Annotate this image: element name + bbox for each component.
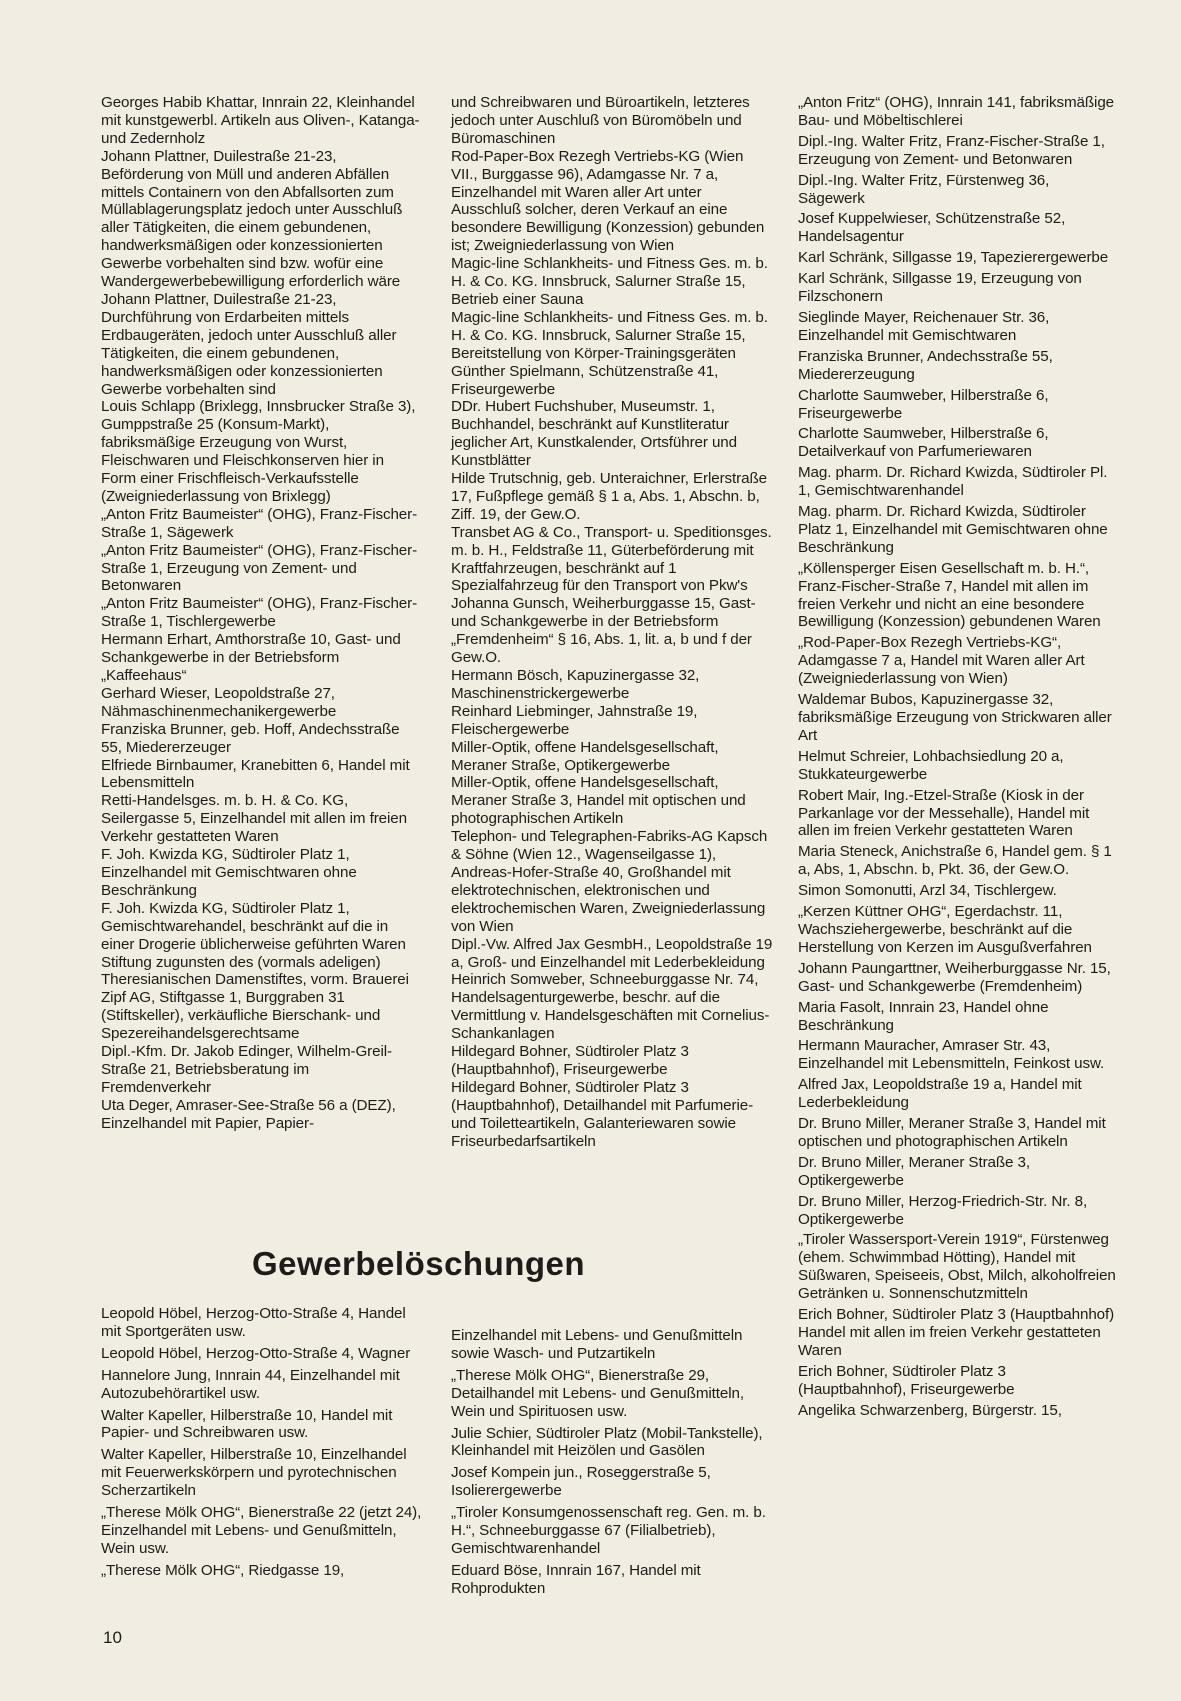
register-entry: F. Joh. Kwizda KG, Südtiroler Platz 1, Einzelhandel mit Gemischtwaren ohne Beschränkung (101, 846, 357, 899)
register-entry: „Rod-Paper-Box Rezegh Vertriebs-KG“, Adamgasse 7 a, Handel mit Waren aller Art (Zweigniederlassung von Wien) (798, 634, 1085, 688)
register-entry: Alfred Jax, Leopoldstraße 19 a, Handel mit Lederbekleidung (798, 1076, 1082, 1112)
register-entry: Helmut Schreier, Lohbachsiedlung 20 a, Stukkateurgewerbe (798, 747, 1064, 783)
register-entry: Simon Somonutti, Arzl 34, Tischlergew. (798, 882, 1057, 900)
register-entry: „Anton Fritz Baumeister“ (OHG), Franz-Fischer-Straße 1, Erzeugung von Zement- und Betonwaren (101, 541, 418, 595)
register-entry: Magic-line Schlankheits- und Fitness Ges. m. b. H. & Co. KG. Innsbruck, Salurner Straße 15, Bereitstellung von Körper-Trainingsgeräten (451, 308, 768, 362)
column-3-entries (798, 94, 1118, 1420)
register-entry: Maria Steneck, Anichstraße 6, Handel gem. § 1 a, Abs, 1, Abschn. b, Pkt. 36, der Gew.O. (798, 843, 1112, 879)
register-entry: Charlotte Saumweber, Hilberstraße 6, Detailverkauf von Parfumeriewaren (798, 425, 1049, 461)
page-number: 10 (103, 1628, 122, 1647)
register-entry: Rod-Paper-Box Rezegh Vertriebs-KG (Wien VII., Burggasse 96), Adamgasse Nr. 7 a, Einzelhandel mit Waren aller Art unter Ausschluß solcher, deren Verkauf an eine besondere Bewilligung (Konzession) gebunden ist; Zweigniederlassung von Wien (451, 147, 765, 255)
register-entry: Walter Kapeller, Hilberstraße 10, Handel mit Papier- und Schreibwaren usw. (101, 1406, 393, 1442)
register-entry: Dipl.-Vw. Alfred Jax GesmbH., Leopoldstraße 19 a, Groß- und Einzelhandel mit Lederbekleidung (451, 935, 773, 971)
register-entry: Günther Spielmann, Schützenstraße 41, Friseurgewerbe (451, 362, 719, 398)
register-entry: Angelika Schwarzenberg, Bürgerstr. 15, (798, 1401, 1062, 1419)
register-entry: Louis Schlapp (Brixlegg, Innsbrucker Straße 3), Gumppstraße 25 (Konsum-Markt), fabriksmäßige Erzeugung von Wurst, Fleischwaren und Fleischkonserven hier in Form einer Frischfleisch-Verkaufsstelle (Zweigniederlassung von Brixlegg) (101, 398, 416, 505)
register-entry: Eduard Böse, Innrain 167, Handel mit Rohprodukten (451, 1561, 701, 1597)
register-entry: „Tiroler Wassersport-Verein 1919“, Fürstenweg (ehem. Schwimmbad Hötting), Handel mit Süßwaren, Speiseeis, Obst, Milch, alkoholfreien Getränken u. Sonnenschutzmitteln (798, 1231, 1116, 1303)
register-entry: Erich Bohner, Südtiroler Platz 3 (Hauptbahnhof), Friseurgewerbe (798, 1362, 1015, 1398)
register-entry: Walter Kapeller, Hilberstraße 10, Einzelhandel mit Feuerwerkskörpern und pyrotechnischen Scherzartikeln (101, 1446, 407, 1500)
register-entry: Johann Plattner, Duilestraße 21-23, Durchführung von Erdarbeiten mittels Erdbaugeräten, jedoch unter Ausschluß aller Tätigkeiten, die einem gebundenen, handwerksmäßigen oder konzessionierten Gewerbe vorbehalten sind (101, 290, 397, 398)
register-entry: „Therese Mölk OHG“, Bienerstraße 22 (jetzt 24), Einzelhandel mit Lebens- und Genußmitteln, Wein usw. (101, 1504, 422, 1557)
register-entry: Miller-Optik, offene Handelsgesellschaft, Meraner Straße 3, Handel mit optischen und photographischen Artikeln (451, 774, 746, 828)
register-entry: Maria Fasolt, Innrain 23, Handel ohne Beschränkung (798, 998, 1049, 1034)
register-entry: F. Joh. Kwizda KG, Südtiroler Platz 1, Gemischtwarehandel, beschränkt auf die in einer Drogerie üblicherweise geführten Waren (101, 899, 406, 953)
register-entry: „Tiroler Konsumgenossenschaft reg. Gen. m. b. H.“, Schneeburggasse 67 (Filialbetrieb), Gemischtwarenhandel (451, 1504, 766, 1557)
register-entry: Leopold Höbel, Herzog-Otto-Straße 4, Wagner (101, 1344, 411, 1362)
register-entry: Johann Paungarttner, Weiherburggasse Nr. 15, Gast- und Schankgewerbe (Fremdenheim) (798, 959, 1111, 995)
register-entry: Dr. Bruno Miller, Meraner Straße 3, Handel mit optischen und photographischen Artikeln (798, 1115, 1106, 1150)
register-entry: Miller-Optik, offene Handelsgesellschaft, Meraner Straße, Optikergewerbe (451, 738, 719, 774)
register-entry: Hermann Mauracher, Amraser Str. 43, Einzelhandel mit Lebensmitteln, Feinkost usw. (798, 1037, 1105, 1073)
section-heading: Gewerbelöschungen (252, 1245, 586, 1282)
register-entry: Julie Schier, Südtiroler Platz (Mobil-Tankstelle), Kleinhandel mit Heizölen und Gasölen (451, 1424, 763, 1460)
register-entry: Johanna Gunsch, Weiherburggasse 15, Gast- und Schankgewerbe in der Betriebsform „Fremdenheim“ § 16, Abs. 1, lit. a, b und f der Gew.O. (451, 595, 756, 667)
register-entry: „Anton Fritz Baumeister“ (OHG), Franz-Fischer-Straße 1, Sägewerk (101, 505, 418, 541)
register-entry: Hildegard Bohner, Südtiroler Platz 3 (Hauptbahnhof), Friseurgewerbe (451, 1043, 689, 1078)
register-entry: Transbet AG & Co., Transport- u. Speditionsges. m. b. H., Feldstraße 11, Güterbeförderung mit Kraftfahrzeugen, beschränkt auf 1 Spezialfahrzeug für den Transport von Pkw's (451, 523, 772, 595)
register-entry: Heinrich Somweber, Schneeburggasse Nr. 74, Handelsagenturgewerbe, beschr. auf die Vermittlung v. Handelsgeschäften mit Cornelius-Schankanlagen (451, 971, 770, 1043)
register-entry: Dipl.-Ing. Walter Fritz, Fürstenweg 36, Sägewerk (798, 171, 1050, 207)
register-entry: Karl Schränk, Sillgasse 19, Tapezierergewerbe (798, 249, 1109, 267)
register-entry: Stiftung zugunsten des (vormals adeligen) Theresianischen Damenstiftes, vorm. Brauerei Zipf AG, Stiftgasse 1, Burggraben 31 (Stiftskeller), verkäufliche Bierschank- und Spezereihandelsgerechtsame (101, 953, 409, 1043)
register-entry: Erich Bohner, Südtiroler Platz 3 (Hauptbahnhof) Handel mit allen im freien Verkehr gestatteten Waren (798, 1306, 1115, 1359)
register-entry: Hilde Trutschnig, geb. Unteraichner, Erlerstraße 17, Fußpflege gemäß § 1 a, Abs. 1, Abschn. b, Ziff. 19, der Gew.O. (451, 470, 767, 523)
register-entry: Elfriede Birnbaumer, Kranebitten 6, Handel mit Lebensmitteln (101, 756, 410, 792)
register-entry: Telephon- und Telegraphen-Fabriks-AG Kapsch & Söhne (Wien 12., Wagenseilgasse 1), Andreas-Hofer-Straße 40, Großhandel mit elektrotechnischen, elektronischen und elektrochemischen Waren, Zweigniederlassung von Wien (451, 828, 768, 935)
register-entry: Mag. pharm. Dr. Richard Kwizda, Südtiroler Pl. 1, Gemischtwarenhandel (798, 464, 1108, 500)
register-entry: Dipl.-Ing. Walter Fritz, Franz-Fischer-Straße 1, Erzeugung von Zement- und Betonwaren (798, 132, 1105, 168)
register-entry: DDr. Hubert Fuchshuber, Museumstr. 1, Buchhandel, beschränkt auf Kunstliteratur jeglicher Art, Kunstkalender, Ortsführer und Kunstblätter (451, 398, 738, 470)
register-entry: Retti-Handelsges. m. b. H. & Co. KG, Seilergasse 5, Einzelhandel mit allen im freien Verkehr gestatteten Waren (101, 792, 407, 846)
register-entry: Gerhard Wieser, Leopoldstraße 27, Nähmaschinenmechanikergewerbe (101, 684, 337, 720)
register-entry: Hildegard Bohner, Südtiroler Platz 3 (Hauptbahnhof), Detailhandel mit Parfumerie- und Toiletteartikeln, Galanteriewaren sowie Friseurbedarfsartikeln (451, 1078, 754, 1150)
register-entry: „Anton Fritz“ (OHG), Innrain 141, fabriksmäßige Bau- und Möbeltischlerei (798, 94, 1115, 129)
register-entry: Leopold Höbel, Herzog-Otto-Straße 4, Handel mit Sportgeräten usw. (101, 1305, 406, 1340)
register-entry: Waldemar Bubos, Kapuzinergasse 32, fabriksmäßige Erzeugung von Strickwaren aller Art (798, 691, 1112, 744)
register-entry: Hermann Bösch, Kapuzinergasse 32, Maschinenstrickergewerbe (451, 667, 700, 702)
register-entry: „Kerzen Küttner OHG“, Egerdachstr. 11, Wachsziehergewerbe, beschränkt auf die Herstellung von Kerzen im Ausgußverfahren (798, 903, 1092, 956)
register-entry: Karl Schränk, Sillgasse 19, Erzeugung von Filzschonern (798, 270, 1082, 306)
register-entry: Mag. pharm. Dr. Richard Kwizda, Südtiroler Platz 1, Einzelhandel mit Gemischtwaren ohne Beschränkung (798, 503, 1108, 556)
register-entry: „Anton Fritz Baumeister“ (OHG), Franz-Fischer-Straße 1, Tischlergewerbe (101, 595, 418, 631)
register-entry: „Köllensperger Eisen Gesellschaft m. b. H.“, Franz-Fischer-Straße 7, Handel mit allen im freien Verkehr und nicht an eine besondere Bewilligung (Konzession) gebundenen Waren (798, 559, 1101, 631)
register-entry: Franziska Brunner, Andechsstraße 55, Miedererzeugung (798, 347, 1053, 383)
register-entry: Einzelhandel mit Lebens- und Genußmitteln sowie Wasch- und Putzartikeln (451, 1327, 743, 1362)
register-entry: Johann Plattner, Duilestraße 21-23, Beförderung von Müll und anderen Abfällen mittels Containern von den Abfallsorten zum Müllablagerungsplatz jedoch unter Ausschluß aller Tätigkeiten, die einem gebundenen, handwerksmäßigen oder konzessionierten Gewerbe vorbehalten sind bzw. wofür eine Wandergewerbebewilligung erforderlich wäre (101, 147, 403, 291)
register-entry: Charlotte Saumweber, Hilberstraße 6, Friseurgewerbe (798, 386, 1049, 422)
register-entry: Reinhard Liebminger, Jahnstraße 19, Fleischergewerbe (451, 702, 698, 738)
register-entry: Dr. Bruno Miller, Meraner Straße 3, Optikergewerbe (798, 1153, 1030, 1189)
register-entry: Josef Kompein jun., Roseggerstraße 5, Isolierergewerbe (451, 1464, 711, 1500)
register-entry: Dipl.-Kfm. Dr. Jakob Edinger, Wilhelm-Greil-Straße 21, Betriebsberatung im Fremdenverkehr (101, 1043, 392, 1096)
deletions-column-2 (451, 1327, 773, 1598)
register-entry: Uta Deger, Amraser-See-Straße 56 a (DEZ), Einzelhandel mit Papier, Papier- (101, 1096, 396, 1132)
register-entry: und Schreibwaren und Büroartikeln, letzteres jedoch unter Auschluß von Büromöbeln und Büromaschinen (451, 94, 750, 147)
register-entry: Josef Kuppelwieser, Schützenstraße 52, Handelsagentur (798, 210, 1066, 246)
register-entry: Dr. Bruno Miller, Herzog-Friedrich-Str. Nr. 8, Optikergewerbe (798, 1192, 1088, 1228)
register-entry: „Therese Mölk OHG“, Bienerstraße 29, Detailhandel mit Lebens- und Genußmitteln, Wein und Spirituosen usw. (451, 1366, 744, 1420)
register-entry: Georges Habib Khattar, Innrain 22, Kleinhandel mit kunstgewerbl. Artikeln aus Oliven-, Katanga- und Zedernholz (101, 94, 420, 147)
register-entry: Franziska Brunner, geb. Hoff, Andechsstraße 55, Miedererzeuger (101, 720, 400, 756)
register-entry: Sieglinde Mayer, Reichenauer Str. 36, Einzelhandel mit Gemischtwaren (798, 308, 1050, 344)
register-entry: Magic-line Schlankheits- und Fitness Ges. m. b. H. & Co. KG. Innsbruck, Salurner Straße 15, Betrieb einer Sauna (451, 255, 768, 308)
column-2-entries (451, 94, 773, 1150)
deletions-column-1 (101, 1305, 423, 1580)
register-entry: „Therese Mölk OHG“, Riedgasse 19, (101, 1561, 345, 1579)
register-entry: Robert Mair, Ing.-Etzel-Straße (Kiosk in der Parkanlage vor der Messehalle), Handel mit allen im freien Verkehr gestatteten Waren (798, 786, 1090, 840)
column-1-entries (101, 94, 423, 1133)
register-entry: Hannelore Jung, Innrain 44, Einzelhandel mit Autozubehörartikel usw. (101, 1366, 400, 1402)
register-entry: Hermann Erhart, Amthorstraße 10, Gast- und Schankgewerbe in der Betriebsform „Kaffeehaus“ (101, 631, 401, 684)
